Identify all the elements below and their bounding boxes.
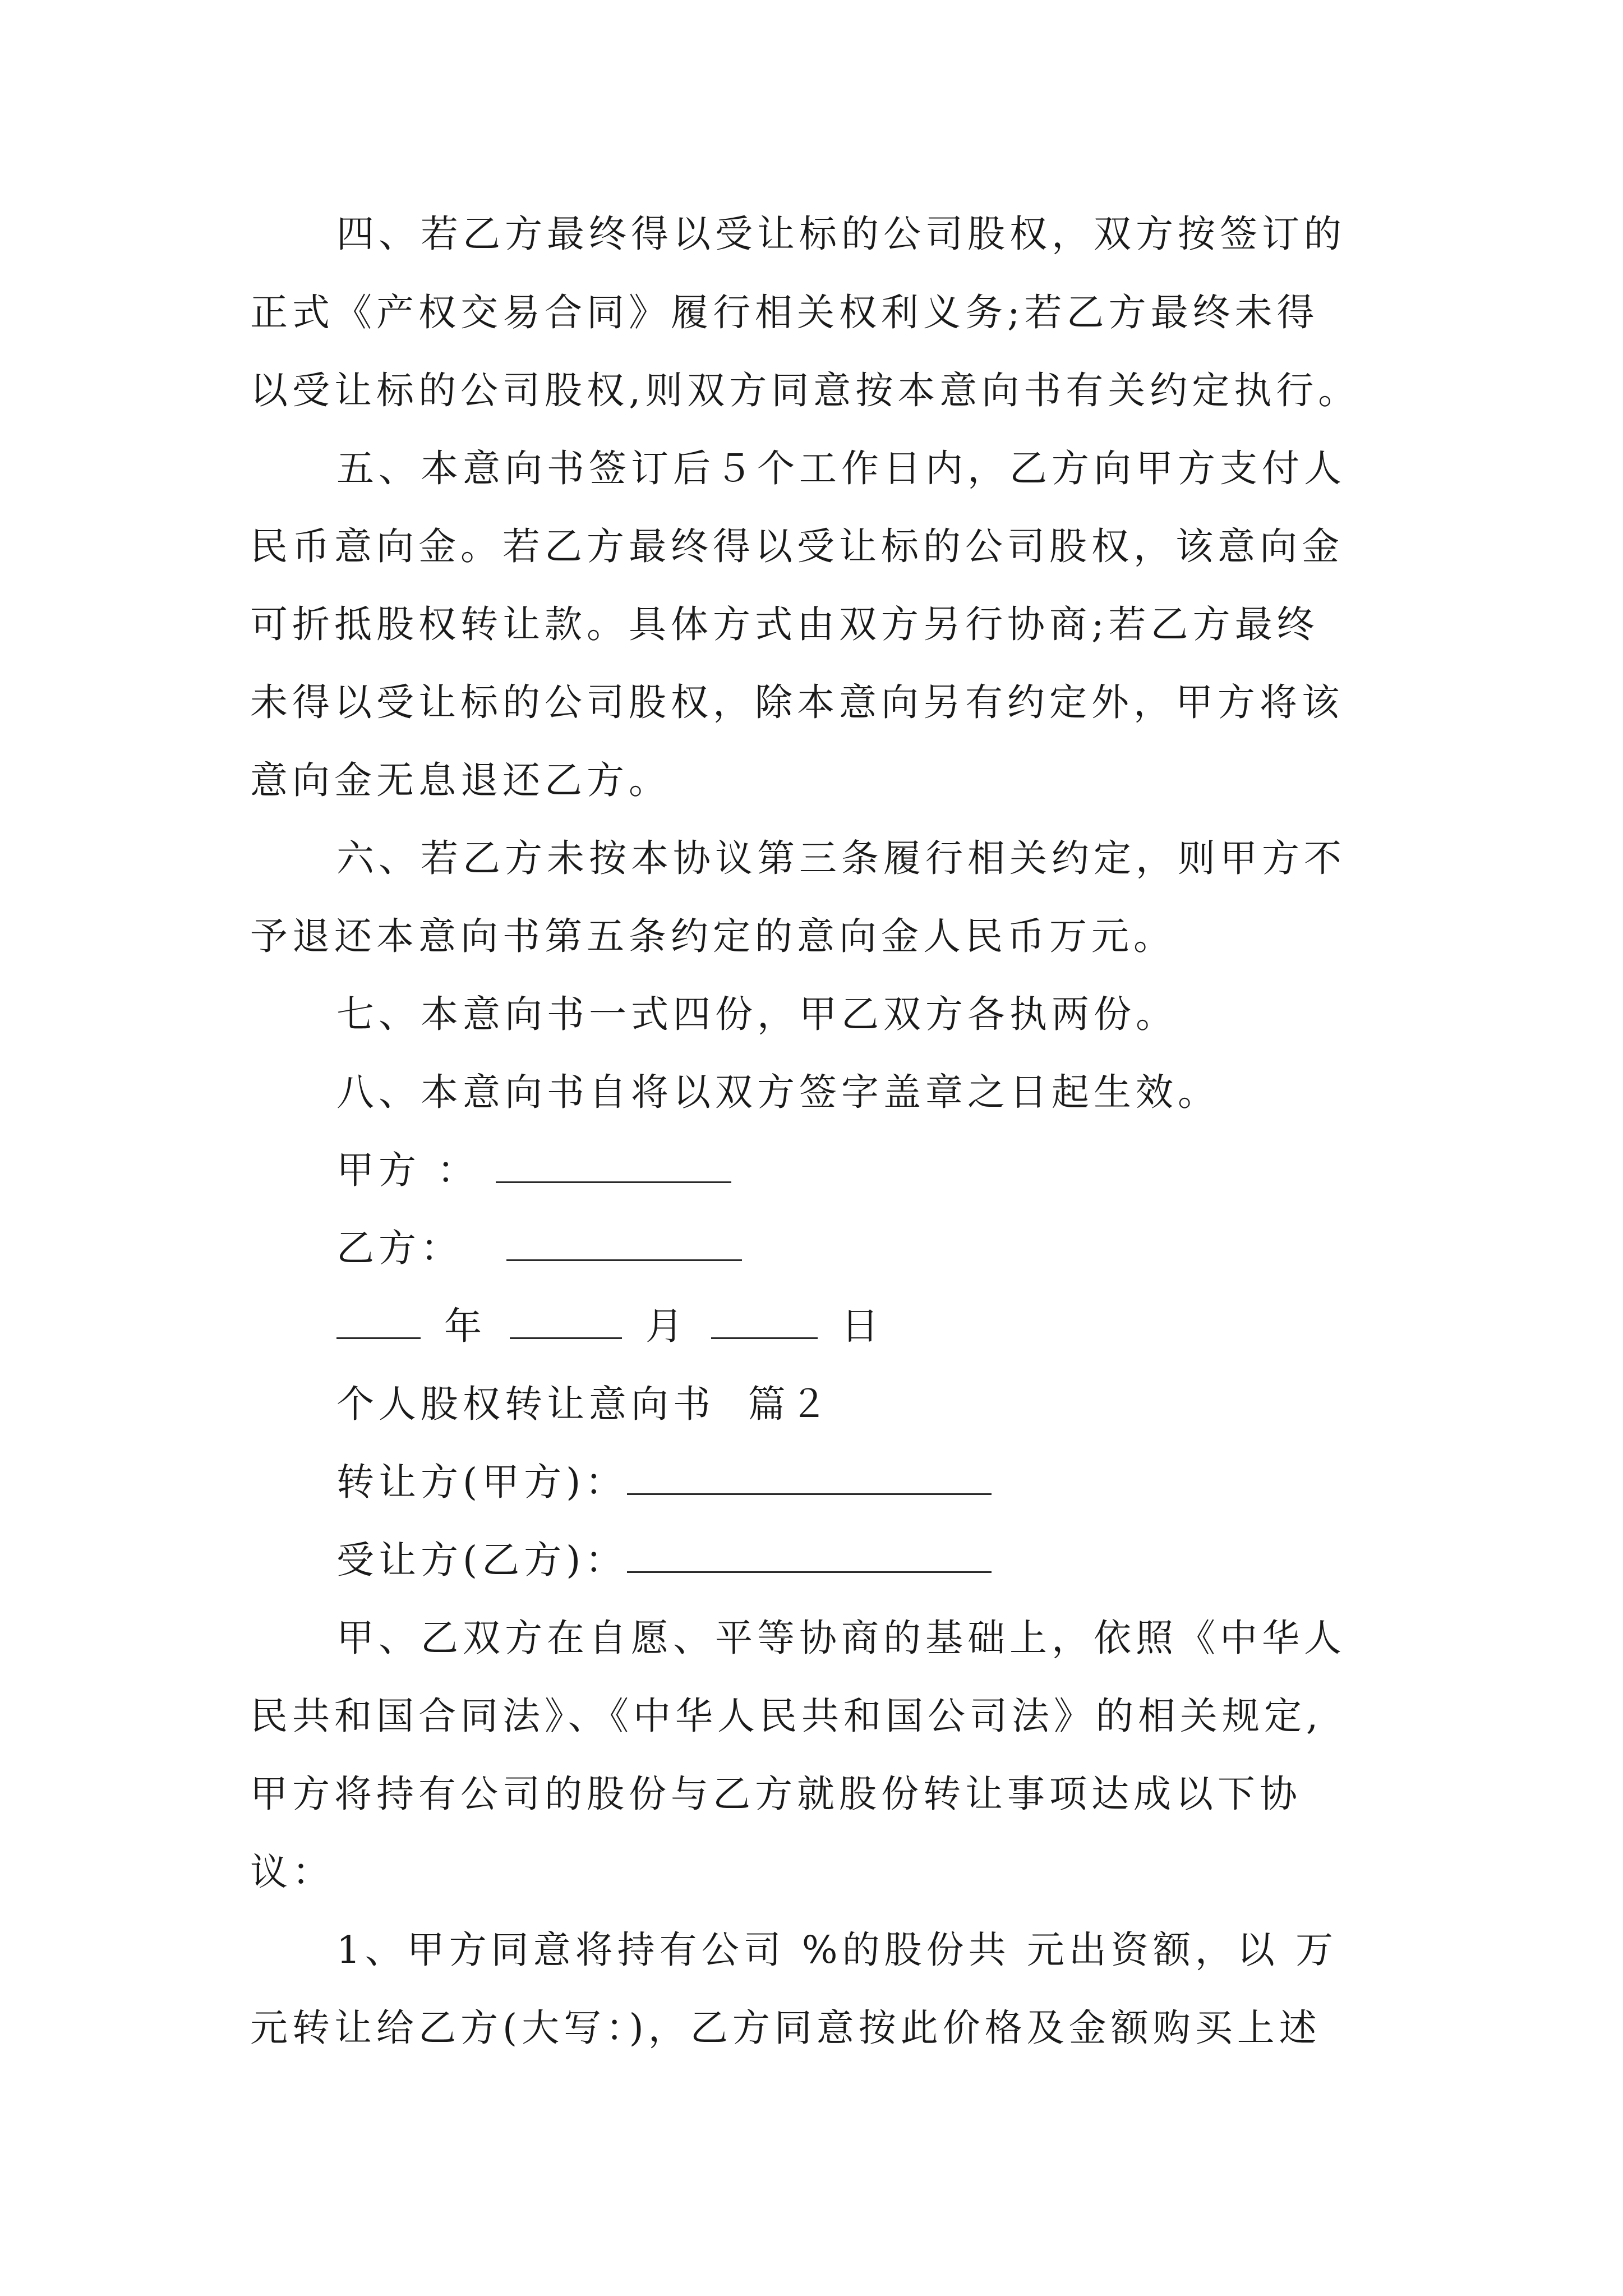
month-label: 月 [645, 1304, 688, 1348]
party-a-label: 甲方 ： [336, 1148, 479, 1192]
date-row [336, 1301, 883, 1351]
paragraph-4-line-1: 四、若乙方最终得以受让标的公司股权，双方按签订的 [336, 212, 1346, 256]
intro-line-3: 甲方将持有公司的股份与乙方就股份转让事项达成以下协 [250, 1772, 1302, 1816]
month-blank [510, 1308, 622, 1339]
section-2-title: 个人股权转让意向书 篇２ [336, 1382, 832, 1426]
transferee-blank [627, 1542, 992, 1573]
clause-1-line-2: 元转让给乙方(大写：)，乙方同意按此价格及金额购买上述 [250, 2006, 1321, 2050]
clause-1-line-1: 1、甲方同意将持有公司 %的股份共 元出资额，以 万 [336, 1928, 1338, 1972]
day-blank [711, 1308, 818, 1339]
transferee-label: 受让方(乙方)： [336, 1538, 628, 1582]
party-b-signature-blank [506, 1230, 742, 1261]
paragraph-5-line-1: 五、本意向书签订后５个工作日内，乙方向甲方支付人 [336, 447, 1346, 490]
paragraph-6-line-1: 六、若乙方未按本协议第三条履行相关约定，则甲方不 [336, 836, 1346, 880]
paragraph-5-line-2: 民币意向金。若乙方最终得以受让标的公司股权，该意向金 [250, 524, 1344, 568]
transferor-blank [627, 1464, 992, 1495]
party-b-signature-row [336, 1223, 742, 1273]
party-a-signature-row [336, 1145, 731, 1195]
day-label: 日 [841, 1304, 883, 1348]
party-a-signature-blank [496, 1152, 731, 1183]
paragraph-6-line-2: 予退还本意向书第五条约定的意向金人民币万元。 [250, 914, 1175, 958]
paragraph-4-line-3: 以受让标的公司股权,则双方同意按本意向书有关约定执行。 [250, 369, 1361, 412]
paragraph-5-line-3: 可折抵股权转让款。具体方式由双方另行协商;若乙方最终 [250, 602, 1319, 646]
paragraph-4-line-2: 正式《产权交易合同》履行相关权利义务;若乙方最终未得 [250, 291, 1319, 334]
transferor-row [336, 1457, 992, 1507]
intro-line-1: 甲、乙双方在自愿、平等协商的基础上，依照《中华人 [336, 1616, 1346, 1660]
transferee-row [336, 1535, 992, 1585]
paragraph-5-line-4: 未得以受让标的公司股权，除本意向另有约定外，甲方将该 [250, 680, 1344, 724]
paragraph-5-line-5: 意向金无息退还乙方。 [250, 758, 671, 802]
transferor-label: 转让方(甲方)： [336, 1460, 628, 1504]
party-b-label: 乙方： [336, 1226, 463, 1270]
paragraph-7: 七、本意向书一式四份，甲乙双方各执两份。 [336, 992, 1178, 1036]
year-label: 年 [444, 1304, 486, 1348]
year-blank [336, 1308, 421, 1339]
paragraph-8: 八、本意向书自将以双方签字盖章之日起生效。 [336, 1070, 1220, 1114]
intro-line-4: 议： [250, 1850, 334, 1894]
intro-line-2: 民共和国合同法》、《中华人民共和国公司法》的相关规定, [250, 1694, 1323, 1738]
